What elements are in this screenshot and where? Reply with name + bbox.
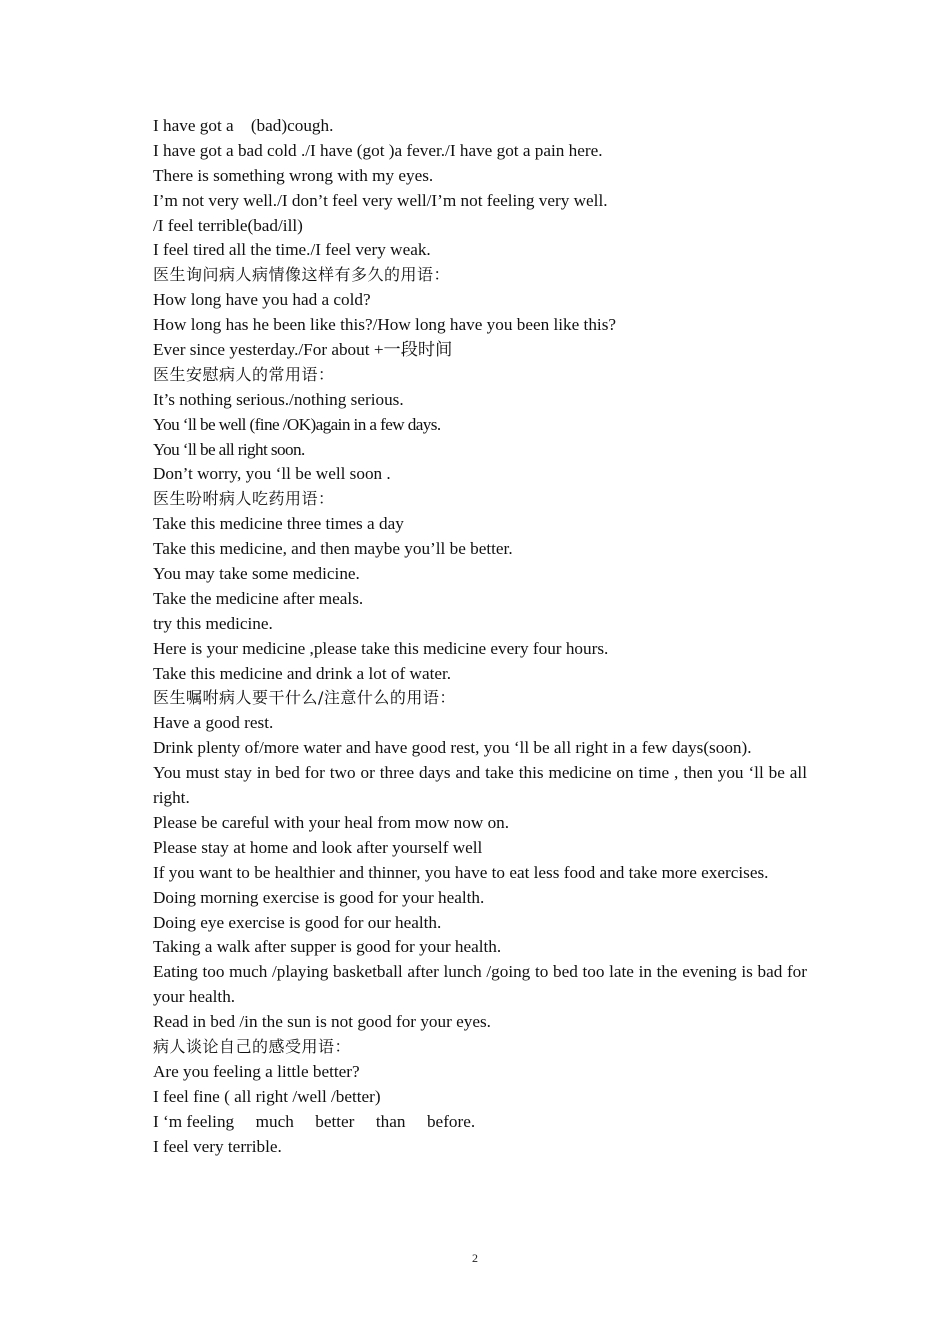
text-line: /I feel terrible(bad/ill) (153, 215, 303, 235)
text-line: It’s nothing serious./nothing serious. (153, 389, 404, 409)
text-line: How long has he been like this?/How long have you been like this? (153, 315, 617, 335)
text-line: Take this medicine, and then maybe you’ll be better. (153, 539, 513, 559)
text-line: Doing eye exercise is good for our health. (153, 912, 442, 932)
text-line: I ‘m feeling much better than before. (153, 1111, 476, 1131)
document-body (153, 114, 807, 1160)
text-line: Have a good rest. (153, 713, 274, 733)
text-line: Please stay at home and look after yourself well (153, 837, 483, 857)
text-line: Take the medicine after meals. (153, 588, 364, 608)
text-line: How long have you had a cold? (153, 290, 371, 310)
text-line: Here is your medicine ,please take this medicine every four hours. (153, 638, 609, 658)
section-heading: 医生询问病人病情像这样有多久的用语： (153, 265, 451, 285)
text-line: You may take some medicine. (153, 564, 360, 584)
text-paragraph: Drink plenty of/more water and have good rest, you ‘ll be all right in a few days(soon). (153, 738, 752, 758)
text-line: I’m not very well./I don’t feel very well/I’m not feeling very well. (153, 190, 608, 210)
text-line: Read in bed /in the sun is not good for your eyes. (153, 1012, 491, 1032)
section-heading: 医生嘱咐病人要干什么/注意什么的用语： (153, 688, 456, 708)
text-line: You ‘ll be well (fine /OK)again in a few days. (153, 414, 441, 434)
text-line: I have got a (bad)cough. (153, 116, 334, 135)
text-paragraph: If you want to be healthier and thinner, you have to eat less food and take more exercises. (153, 862, 769, 882)
section-heading: 医生安慰病人的常用语： (153, 364, 335, 384)
text-line: You ‘ll be all right soon. (153, 439, 305, 459)
text-line: Don’t worry, you ‘ll be well soon . (153, 464, 391, 484)
text-paragraph: Eating too much /playing basketball after lunch /going to bed too late in the evening is bad for your health. (153, 962, 807, 1007)
text-line: Doing morning exercise is good for your health. (153, 887, 485, 907)
text-line: try this medicine. (153, 613, 273, 633)
text-line: Are you feeling a little better? (153, 1061, 360, 1081)
text-line: Please be careful with your heal from mow now on. (153, 812, 510, 832)
text-line: I feel tired all the time./I feel very weak. (153, 240, 431, 260)
text-line: There is something wrong with my eyes. (153, 165, 434, 185)
section-heading: 病人谈论自己的感受用语： (153, 1037, 352, 1057)
text-line: Take this medicine three times a day (153, 514, 404, 534)
text-line: I feel fine ( all right /well /better) (153, 1086, 381, 1106)
section-heading: 医生吩咐病人吃药用语： (153, 489, 335, 509)
text-line: I have got a bad cold ./I have (got )a fever./I have got a pain here. (153, 140, 603, 160)
text-line: Take this medicine and drink a lot of water. (153, 663, 452, 683)
text-line: I feel very terrible. (153, 1136, 282, 1156)
text-paragraph: You must stay in bed for two or three days and take this medicine on time , then you ‘ll be all right. (153, 763, 807, 808)
text-line: Ever since yesterday./For about +一段时间 (153, 340, 453, 360)
text-line: Taking a walk after supper is good for your health. (153, 937, 502, 957)
page-number: 2 (472, 1251, 478, 1265)
